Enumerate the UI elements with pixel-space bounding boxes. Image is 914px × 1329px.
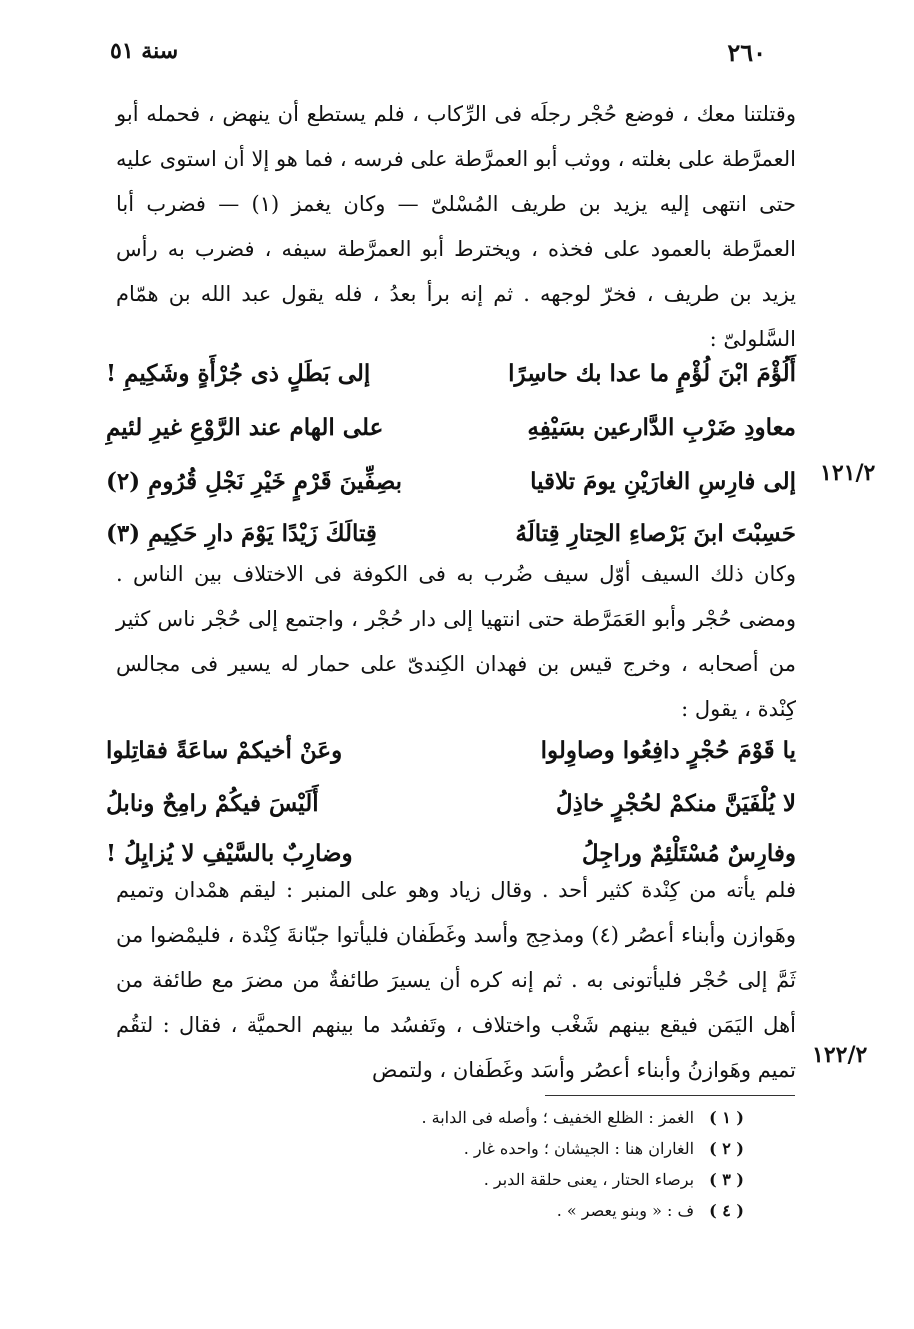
verse-hemistich-first: لا يُلْفَيَنَّ منكمْ لحُجْرٍ خاذِلُ <box>555 790 796 817</box>
footnote-number: ( ١ ) <box>709 1108 744 1127</box>
verse-hemistich-first: إلى فارِسِ الغارَيْنِ يومَ تلاقيا <box>530 468 796 495</box>
verse-hemistich-first: وفارِسٌ مُسْتَلْئِمٌ وراجِلُ <box>581 840 796 867</box>
footnote-text: ف : « وبنو يعصر » . <box>556 1201 695 1220</box>
footnotes <box>184 1102 744 1226</box>
paragraph-3 <box>116 868 796 1093</box>
verse-hemistich-first: أَلُؤْمَ ابْنَ لُؤْمٍ ما عدا بك حاسِرًا <box>508 360 796 387</box>
paragraph-2-text: وكان ذلك السيف أوّل سيف ضُرب به فى الكوفة فى الاختلاف بين الناس . ومضى حُجْر وأبو العَمَرَّطة حتى انتهيا إلى دار حُجْر ، واجتمع إلى حُجْر ناس كثير من أصحابه ، وخرج قيس بن فهدان الكِندىّ على حمار له يسير فى مجالس كِنْدة ، يقول : <box>116 562 796 721</box>
footnote-number: ( ٢ ) <box>709 1139 744 1158</box>
verse-hemistich-second: إلى بَطَلٍ ذى جُرْأَةٍ وشَكِيمِ ! <box>106 360 371 387</box>
footnote-text: الغمز : الظلع الخفيف ؛ وأصله فى الدابة . <box>421 1108 695 1127</box>
page-number: ٢٦٠ <box>727 38 766 67</box>
footnote <box>184 1164 744 1195</box>
verse-hemistich-first: معاودِ ضَرْبِ الدَّارعين بسَيْفِهِ <box>527 414 796 441</box>
running-header-year: سنة ٥١ <box>110 38 179 64</box>
verse-hemistich-second: بصِفِّينَ قَرْمٍ خَيْرِ نَجْلِ قُرُومِ (٢) <box>106 468 403 495</box>
margin-reference: ١٢١/٢ <box>820 460 876 486</box>
verse-hemistich-first: يا قَوْمَ حُجْرٍ دافِعُوا وصاوِلوا <box>540 737 796 764</box>
verse-line <box>106 348 796 400</box>
poem-line <box>106 725 796 777</box>
footnote-number: ( ٤ ) <box>709 1201 744 1220</box>
paragraph-3-text: فلم يأته من كِنْدة كثير أحد . وقال زياد وهو على المنبر : ليقم همْدان وتميم وهَوازن وأبناء أعصُر (٤) ومذحِج وأسد وغَطَفان فليأتوا جبّانةَ كِنْدة ، فليمْضوا من ثَمَّ إلى حُجْر فليأتونى به . ثم إنه كره أن يسيرَ طائفةٌ من مضرَ مع طائفة من أهل اليَمَن فيقع بينهم شَغْب واختلاف ، وتَفسُد ما بينهم الحميَّة ، فقال : لتقُم تميم وهَوازنُ وأبناء أعصُر وأسَد وغَطَفان ، ولتمض <box>116 878 796 1082</box>
poem-line <box>106 778 796 830</box>
paragraph-1-text: وقتلتنا معك ، فوضع حُجْر رجلَه فى الرِّكاب ، فلم يستطع أن ينهض ، فحمله أبو العمرَّطة على بغلته ، ووثب أبو العمرَّطة على فرسه ، فما هو إلا أن استوى عليه حتى انتهى إليه يزيد بن طريف المُسْلىّ — وكان يغمز (١) — فضرب أبا العمرَّطة بالعمود على فخذه ، ويخترط أبو العمرَّطة سيفه ، فضرب به رأس يزيد بن طريف ، فخرّ لوجهه . ثم إنه برأ بعدُ ، فله يقول عبد الله بن همّام السَّلولىّ : <box>116 102 796 351</box>
footnote <box>184 1133 744 1164</box>
paragraph-1 <box>116 92 796 362</box>
verse-hemistich-second: أَلَيْسَ فيكُمْ رامِحٌ ونابلُ <box>106 790 319 817</box>
footnote <box>184 1195 744 1226</box>
margin-reference: ١٢٢/٢ <box>812 1042 868 1068</box>
verse-hemistich-second: وعَنْ أخيكمْ ساعَةً فقاتِلوا <box>106 737 343 764</box>
verse-hemistich-second: وضارِبٌ بالسَّيْفِ لا يُزايِلُ ! <box>106 840 353 867</box>
verse-hemistich-second: قِتالَكَ زَيْدًا يَوْمَ دارِ حَكِيمِ (٣) <box>106 520 377 547</box>
paragraph-2 <box>116 552 796 732</box>
verse-hemistich-second: على الهام عند الرَّوْعِ غيرِ لئيمِ <box>106 414 384 441</box>
footnote-text: برصاء الحتار ، يعنى حلقة الدبر . <box>483 1170 695 1189</box>
verse-line <box>106 456 796 508</box>
verse-hemistich-first: حَسِبْتَ ابنَ بَرْصاءِ الحِتارِ قِتالَهُ <box>515 520 796 547</box>
footnote-text: الغاران هنا : الجيشان ؛ واحده غار . <box>463 1139 695 1158</box>
verse-line <box>106 402 796 454</box>
footnote-divider <box>545 1095 795 1096</box>
footnote-number: ( ٣ ) <box>709 1170 744 1189</box>
footnote <box>184 1102 744 1133</box>
